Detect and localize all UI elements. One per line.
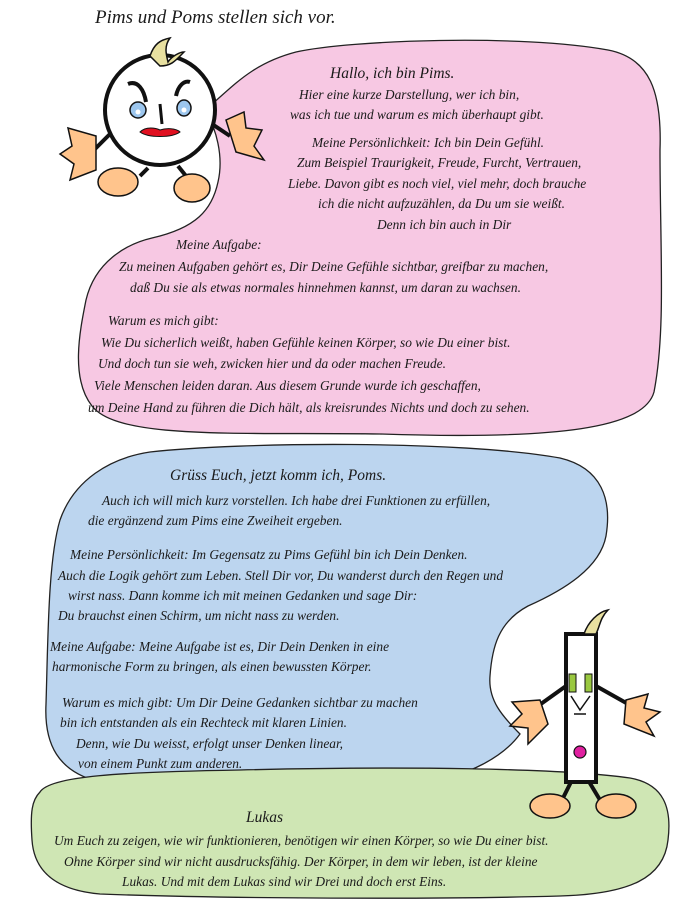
- poms-task-line: Meine Aufgabe: Meine Aufgabe ist es, Dir Dein Denken in eine: [50, 639, 390, 654]
- poms-intro-line: die ergänzend zum Pims eine Zweiheit ergeben.: [88, 513, 343, 528]
- poms-heading: Grüss Euch, jetzt komm ich, Poms.: [170, 467, 387, 484]
- poms-left-foot: [530, 794, 570, 818]
- pims-why-line: Und doch tun sie weh, zwicken hier und da oder machen Freude.: [98, 356, 446, 371]
- pims-intro-line: Hier eine kurze Darstellung, wer ich bin,: [299, 87, 520, 102]
- poms-why-line: bin ich entstanden als ein Rechteck mit klaren Linien.: [60, 715, 347, 730]
- poms-why-line: Denn, wie Du weisst, erfolgt unser Denken linear,: [76, 736, 344, 751]
- pims-personality-line: Meine Persönlichkeit: Ich bin Dein Gefühl.: [312, 135, 545, 150]
- poms-task-line: harmonische Form zu bringen, als einen bewussten Körper.: [52, 659, 372, 674]
- poms-right-foot: [596, 794, 636, 818]
- lukas-text-line: Um Euch zu zeigen, wie wir funktionieren, benötigen wir einen Körper, so wie Du einer bist.: [54, 833, 549, 848]
- poms-why-line: von einem Punkt zum anderen.: [78, 756, 243, 771]
- poms-right-arm: [596, 686, 628, 704]
- poms-right-eye: [585, 674, 592, 692]
- pims-heading: Hallo, ich bin Pims.: [330, 65, 455, 82]
- poms-personality-line: Du brauchst einen Schirm, um nicht nass zu werden.: [58, 608, 340, 623]
- lukas-text-line: Lukas. Und mit dem Lukas sind wir Drei und doch erst Eins.: [122, 874, 447, 889]
- page-title: Pims und Poms stellen sich vor.: [95, 7, 336, 28]
- lukas-text-line: Ohne Körper sind wir nicht ausdrucksfähig. Der Körper, in dem wir leben, ist der kleine: [64, 854, 538, 869]
- pims-why-label: Warum es mich gibt:: [108, 313, 219, 328]
- poms-mouth: [574, 746, 586, 758]
- pims-intro-line: was ich tue und warum es mich überhaupt gibt.: [290, 107, 544, 122]
- pims-left-foot: [98, 168, 138, 196]
- pims-right-foot: [174, 174, 210, 202]
- poms-hair: [584, 610, 608, 634]
- poms-intro-line: Auch ich will mich kurz vorstellen. Ich habe drei Funktionen zu erfüllen,: [102, 493, 491, 508]
- pims-why-line: um Deine Hand zu führen die Dich hält, als kreisrundes Nichts und doch zu sehen.: [88, 400, 530, 415]
- poms-personality-line: wirst nass. Dann komme ich mit meinen Gedanken und sage Dir:: [68, 588, 418, 603]
- pims-left-leg: [140, 168, 148, 176]
- pims-task-line: Zu meinen Aufgaben gehört es, Dir Deine Gefühle sichtbar, greifbar zu machen,: [119, 259, 549, 274]
- poms-right-hand: [624, 694, 660, 736]
- pims-personality-line: Zum Beispiel Traurigkeit, Freude, Furcht, Vertrauen,: [297, 155, 582, 170]
- pims-personality-line: Denn ich bin auch in Dir: [377, 217, 512, 232]
- pims-task-line: daß Du sie als etwas normales hinnehmen kannst, um daran zu wachsen.: [130, 280, 521, 295]
- pims-left-hand: [60, 128, 96, 180]
- poms-personality-line: Meine Persönlichkeit: Im Gegensatz zu Pims Gefühl bin ich Dein Denken.: [70, 547, 468, 562]
- poms-why-line: Warum es mich gibt: Um Dir Deine Gedanken sichtbar zu machen: [62, 695, 418, 710]
- pims-why-line: Wie Du sicherlich weißt, haben Gefühle keinen Körper, so wie Du einer bist.: [101, 335, 511, 350]
- lukas-heading: Lukas: [246, 809, 284, 826]
- pims-personality-line: ich die nicht aufzuzählen, da Du um sie weißt.: [318, 196, 565, 211]
- pims-left-pupil: [136, 110, 141, 115]
- poms-left-eye: [569, 674, 576, 692]
- pims-task-label: Meine Aufgabe:: [176, 237, 262, 252]
- pims-personality-line: Liebe. Davon gibt es noch viel, viel mehr, doch brauche: [288, 176, 587, 191]
- pims-right-pupil: [182, 108, 187, 113]
- pims-nose: [160, 104, 162, 124]
- poms-left-arm: [538, 686, 566, 706]
- pims-why-line: Viele Menschen leiden daran. Aus diesem Grunde wurde ich geschaffen,: [94, 378, 481, 393]
- poms-personality-line: Auch die Logik gehört zum Leben. Stell Dir vor, Du wanderst durch den Regen und: [58, 568, 504, 583]
